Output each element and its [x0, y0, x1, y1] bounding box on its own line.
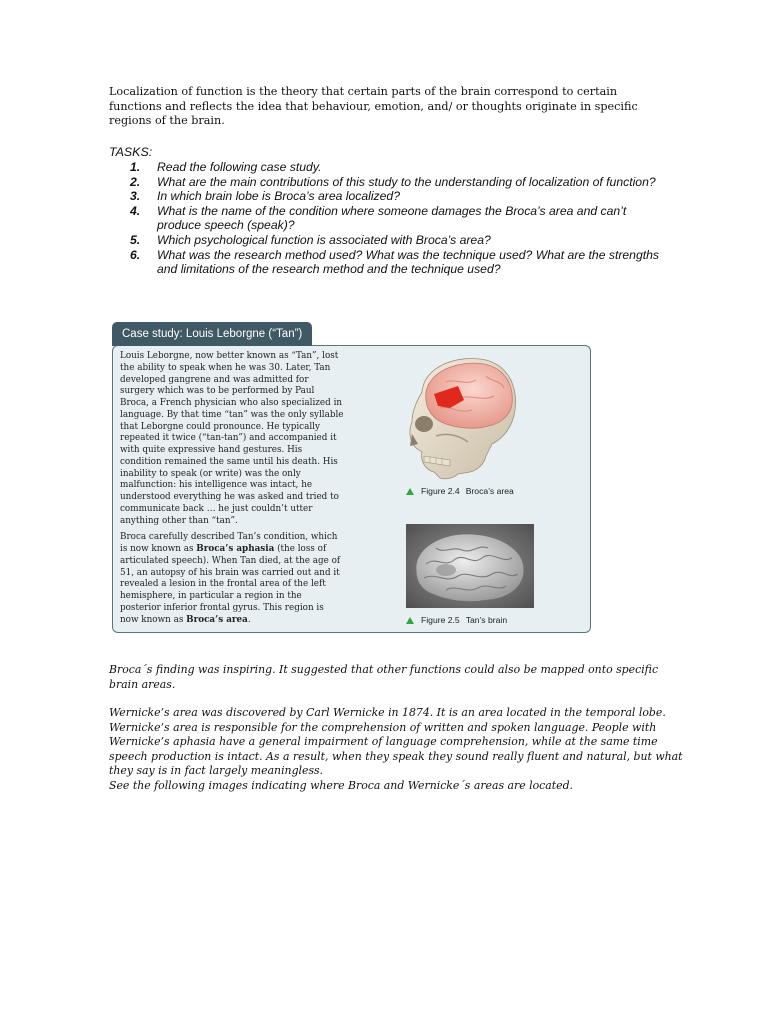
intro-paragraph: Localization of function is the theory that certain parts of the brain correspond to certain functions and reflects the idea that behaviour, emotion, and/ or thoughts originate in specific regions of the brain. — [109, 85, 638, 128]
tans-brain-photo — [406, 524, 534, 608]
tasks-list — [130, 160, 670, 277]
wernicke-line: See the following images indicating where Broca and Wernicke´s areas are located. — [109, 778, 574, 792]
case-study-title: Case study: Louis Leborgne (“Tan”) — [112, 322, 312, 346]
case-study-paragraph-1: Louis Leborgne, now better known as “Tan”, lost the ability to speak when he was 30. Later, Tan developed gangrene and was admitted for surgery which was to be performed by Paul Broca, a French physician who also specialized in language. By that time “tan” was the only syllable that Leborgne could pronounce. He typically repeated it twice (“tan-tan”) and accompanied it with quite expressive hand gestures. His condition remained the same until his death. His inability to speak (or write) was the only malfunction: his intelligence was intact, he understood everything he was asked and tried to communicate back … he just couldn’t utter anything other than “tan”. — [120, 351, 344, 526]
broca-finding-paragraph: Broca´s finding was inspiring. It suggested that other functions could also be mapped onto specific brain areas. — [109, 663, 659, 691]
caption-triangle-icon — [406, 617, 414, 624]
task-item: 3. In which brain lobe is Broca’s area localized? — [130, 189, 400, 204]
wernicke-line: Wernicke’s aphasia have a general impairment of language comprehension, while at the same time — [109, 735, 658, 749]
case-study-paragraph-2: Broca carefully described Tan’s condition, which is now known as Broca’s aphasia (the loss of articulated speech). When Tan died, at the age of 51, an autopsy of his brain was carried out and it revealed a lesion in the frontal area of the left hemisphere, in particular a region in the posterior inferior frontal gyrus. This region is now known as Broca’s area. — [120, 532, 341, 625]
wernicke-line: speech production is intact. As a result, when they speak they sound really fluent and natural, but what — [109, 749, 683, 763]
wernicke-line: Wernicke’s area was discovered by Carl Wernicke in 1874. It is an area located in the temporal lobe. — [109, 706, 666, 719]
wernicke-paragraph — [109, 706, 709, 794]
skull-brain-illustration — [400, 352, 520, 484]
task-item: 1. Read the following case study. — [130, 160, 322, 174]
tasks-heading: TASKS: — [109, 145, 153, 159]
wernicke-line: they say is in fact largely meaningless. — [109, 764, 324, 778]
task-item: 5. Which psychological function is associated with Broca’s area? — [130, 232, 491, 247]
task-item: 6. What was the research method used? What was the technique used? What are the strengths and limitations of the research method and the technique used? — [130, 247, 659, 277]
task-item: 4. What is the name of the condition where someone damages the Broca’s area and can’t produce speech (speak)? — [130, 203, 627, 233]
caption-triangle-icon — [406, 488, 414, 495]
case-study-text — [120, 351, 345, 626]
task-item: 2. What are the main contributions of this study to the understanding of localization of function? — [130, 174, 656, 189]
wernicke-line: Wernicke’s area is responsible for the comprehension of written and spoken language. People with — [109, 720, 657, 734]
figure-2-4-caption: Figure 2.4 Broca’s area — [406, 486, 514, 496]
figure-2-5-caption: Figure 2.5 Tan’s brain — [406, 615, 507, 625]
